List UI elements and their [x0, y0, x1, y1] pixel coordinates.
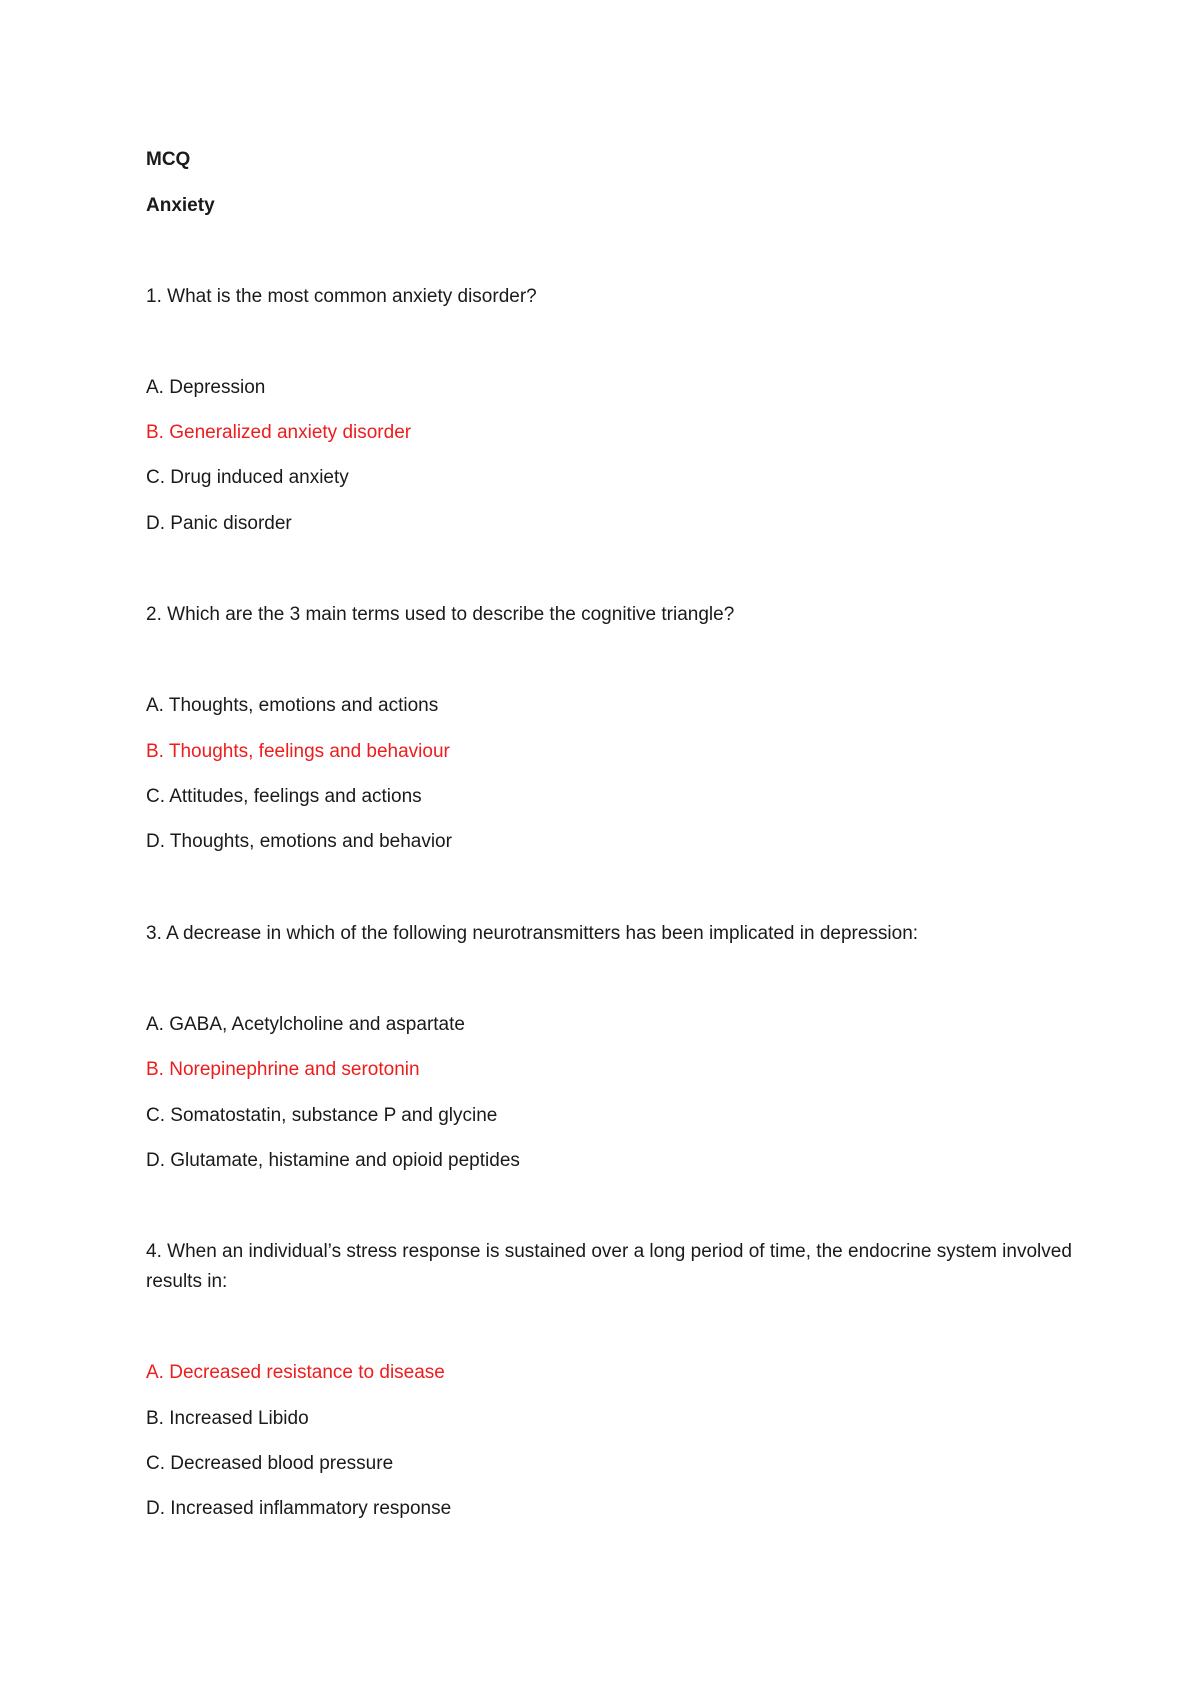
- option-1d: D. Panic disorder: [146, 513, 292, 534]
- question-4: [146, 1237, 1076, 1297]
- option-3b-correct: B. Norepinephrine and serotonin: [146, 1059, 420, 1080]
- question-text: Which are the 3 main terms used to describe the cognitive triangle?: [167, 604, 735, 625]
- option-3a: A. GABA, Acetylcholine and aspartate: [146, 1014, 465, 1035]
- option-3c: C. Somatostatin, substance P and glycine: [146, 1105, 498, 1126]
- question-text: When an individual’s stress response is sustained over a long period of time, the endocrine system involved results in:: [146, 1241, 1072, 1292]
- option-2b-correct: B. Thoughts, feelings and behaviour: [146, 741, 450, 762]
- option-1b-correct: B. Generalized anxiety disorder: [146, 422, 412, 443]
- option-4d: D. Increased inflammatory response: [146, 1498, 452, 1519]
- option-4a-correct: A. Decreased resistance to disease: [146, 1362, 445, 1383]
- question-number: 2.: [146, 604, 162, 625]
- question-number: 4.: [146, 1241, 162, 1262]
- question-number: 1.: [146, 286, 162, 307]
- option-2a: A. Thoughts, emotions and actions: [146, 695, 439, 716]
- option-2d: D. Thoughts, emotions and behavior: [146, 831, 452, 852]
- option-1c: C. Drug induced anxiety: [146, 467, 349, 488]
- question-number: 3.: [146, 923, 162, 944]
- option-4c: C. Decreased blood pressure: [146, 1453, 394, 1474]
- question-text: What is the most common anxiety disorder?: [167, 286, 537, 307]
- question-1: [146, 285, 537, 309]
- option-3d: D. Glutamate, histamine and opioid peptides: [146, 1150, 520, 1171]
- page-title: MCQ: [146, 149, 191, 170]
- question-text: A decrease in which of the following neurotransmitters has been implicated in depression:: [166, 923, 919, 944]
- section-title: Anxiety: [146, 195, 215, 216]
- question-2: [146, 603, 734, 627]
- question-3: [146, 922, 918, 946]
- option-4b: B. Increased Libido: [146, 1408, 309, 1429]
- option-1a: A. Depression: [146, 377, 266, 398]
- option-2c: C. Attitudes, feelings and actions: [146, 786, 422, 807]
